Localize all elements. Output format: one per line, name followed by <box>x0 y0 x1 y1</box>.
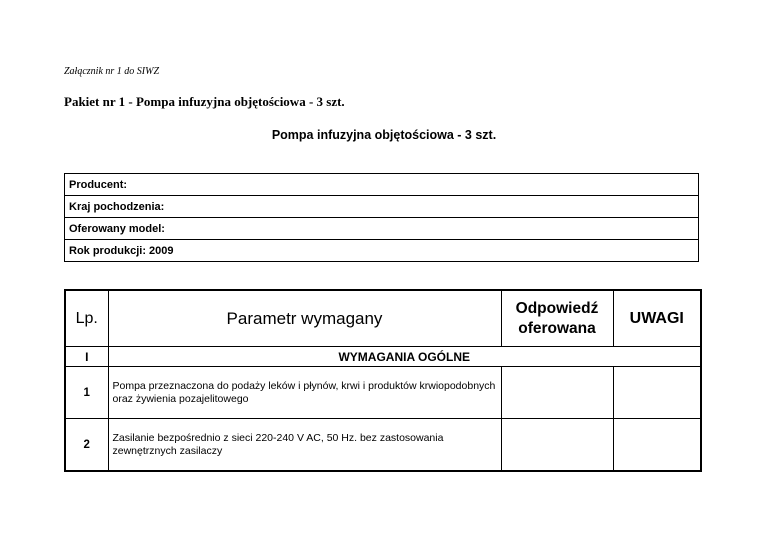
lp-column-header: Lp. <box>65 290 108 347</box>
offered-model-field[interactable]: Oferowany model: <box>65 218 699 240</box>
production-year-field[interactable]: Rok produkcji: 2009 <box>65 240 699 262</box>
section-title: WYMAGANIA OGÓLNE <box>108 347 701 367</box>
row-parameter-text: Pompa przeznaczona do podaży leków i płynów, krwi i produktów krwiopodobnych oraz żywienia pozajelitowego <box>108 367 501 419</box>
row-parameter-text: Zasilanie bezpośrednio z sieci 220-240 V AC, 50 Hz. bez zastosowania zewnętrznych zasilaczy <box>108 419 501 472</box>
document-title: Pompa infuzyjna objętościowa - 3 szt. <box>271 128 497 142</box>
row-notes-cell[interactable] <box>613 419 701 472</box>
info-row-year <box>65 240 699 262</box>
info-row-model <box>65 218 699 240</box>
row-response-cell[interactable] <box>501 419 613 472</box>
parameter-column-header: Parametr wymagany <box>108 290 501 347</box>
response-header-line2: oferowana <box>518 319 596 337</box>
row-notes-cell[interactable] <box>613 367 701 419</box>
row-number: 2 <box>65 419 108 472</box>
country-of-origin-field[interactable]: Kraj pochodzenia: <box>65 196 699 218</box>
table-row <box>65 419 701 472</box>
package-title: Pakiet nr 1 - Pompa infuzyjna objętościowa - 3 szt. <box>64 94 345 109</box>
table-row <box>65 367 701 419</box>
section-number: I <box>65 347 108 367</box>
notes-column-header: UWAGI <box>613 290 701 347</box>
info-row-country <box>65 196 699 218</box>
row-number: 1 <box>65 367 108 419</box>
section-row <box>65 347 701 367</box>
product-info-table <box>64 173 699 262</box>
info-row-producer <box>65 174 699 196</box>
row-response-cell[interactable] <box>501 367 613 419</box>
specification-table <box>64 289 702 472</box>
producer-field[interactable]: Producent: <box>65 174 699 196</box>
response-column-header <box>501 290 613 347</box>
attachment-label: Załącznik nr 1 do SIWZ <box>64 66 159 77</box>
response-header-line1: Odpowiedź <box>515 299 599 317</box>
spec-header-row <box>65 290 701 347</box>
